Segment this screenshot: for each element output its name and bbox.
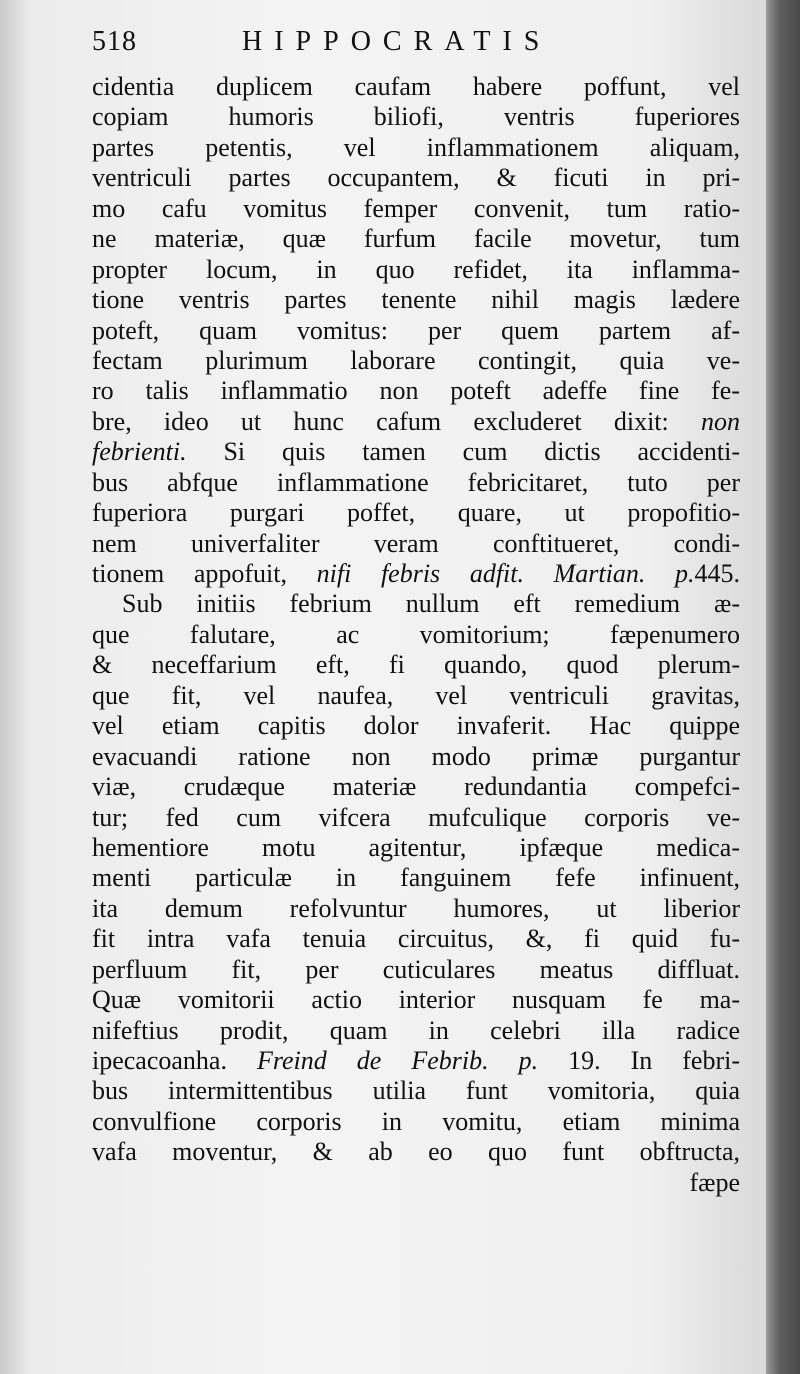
text-line: nifeftius prodit, quam in celebri illa radice (92, 1015, 740, 1045)
text-line (92, 407, 740, 437)
body-text (92, 72, 740, 1198)
page-header (92, 14, 732, 58)
text-line: que falutare, ac vomitorium; fæpenumero (92, 619, 740, 649)
book-gutter (766, 0, 800, 1374)
text-line: ro talis inflammatio non poteft adeffe fine fe- (92, 376, 740, 406)
text-segment: bre, ideo ut hunc cafum excluderet dixit: (92, 406, 669, 436)
text-line: partes petentis, vel inflammationem aliquam, (92, 132, 740, 162)
text-line: vel etiam capitis dolor invaferit. Hac quippe (92, 711, 740, 741)
text-line: tione ventris partes tenente nihil magis lædere (92, 285, 740, 315)
text-line: vafa moventur, & ab eo quo funt obftructa, (92, 1137, 740, 1167)
text-line: Sub initiis febrium nullum eft remedium æ- (122, 589, 740, 619)
text-line: hementiore motu agitentur, ipfæque medica- (92, 832, 740, 862)
text-line (92, 559, 740, 589)
text-line: que fit, vel naufea, vel ventriculi gravitas, (92, 680, 740, 710)
text-line: perfluum fit, per cuticulares meatus diffluat. (92, 954, 740, 984)
text-line: cidentia duplicem caufam habere poffunt, vel (92, 72, 740, 101)
text-line: ventriculi partes occupantem, & ficuti in pri- (92, 163, 740, 193)
text-line (92, 437, 740, 467)
text-line: ne materiæ, quæ furfum facile movetur, tum (92, 224, 740, 254)
text-line: fit intra vafa tenuia circuitus, &, fi quid fu- (92, 924, 740, 954)
text-line: nem univerfaliter veram conftitueret, condi- (92, 528, 740, 558)
running-head: HIPPOCRATIS (242, 26, 552, 57)
text-segment: Si quis tamen cum dictis accidenti- (186, 437, 740, 467)
text-segment: ipecacoanha. (92, 1046, 227, 1075)
italic-word: febrienti. (92, 437, 187, 467)
text-line: mo cafu vomitus femper convenit, tum ratio- (92, 193, 740, 223)
text-line: bus abfque inflammatione febricitaret, tuto per (92, 467, 740, 497)
text-line: ita demum refolvuntur humores, ut liberior (92, 893, 740, 923)
text-line: bus intermittentibus utilia funt vomitoria, quia (92, 1076, 740, 1106)
text-segment: tionem appofuit, (92, 559, 287, 588)
text-line: tur; fed cum vifcera mufculique corporis ve- (92, 802, 740, 832)
italic-word: non (701, 406, 740, 436)
text-line: viæ, crudæque materiæ redundantia compefci- (92, 772, 740, 802)
citation: Freind de Febrib. p. (226, 1046, 539, 1075)
text-line: Quæ vomitorii actio interior nusquam fe ma- (92, 985, 740, 1015)
text-line: menti particulæ in fanguinem fefe infinuent, (92, 863, 740, 893)
text-line: poteft, quam vomitus: per quem partem af- (92, 315, 740, 345)
text-line: fuperiora purgari poffet, quare, ut propofitio- (92, 498, 740, 528)
text-line: copiam humoris biliofi, ventris fuperiores (92, 102, 740, 132)
text-line: convulfione corporis in vomitu, etiam minima (92, 1106, 740, 1136)
text-line: evacuandi ratione non modo primæ purgantur (92, 741, 740, 771)
text-line: & neceffarium eft, fi quando, quod plerum- (92, 650, 740, 680)
page-number: 518 (92, 26, 137, 57)
text-line (92, 1046, 740, 1076)
text-segment: 445. (694, 559, 740, 588)
catchword: fæpe (689, 1167, 740, 1197)
text-line: fectam plurimum laborare contingit, quia ve- (92, 345, 740, 375)
citation: nifi febris adfit. Martian. p. (287, 559, 695, 588)
text-line: propter locum, in quo refidet, ita inflamma- (92, 254, 740, 284)
text-segment: 19. In febri- (538, 1046, 740, 1075)
